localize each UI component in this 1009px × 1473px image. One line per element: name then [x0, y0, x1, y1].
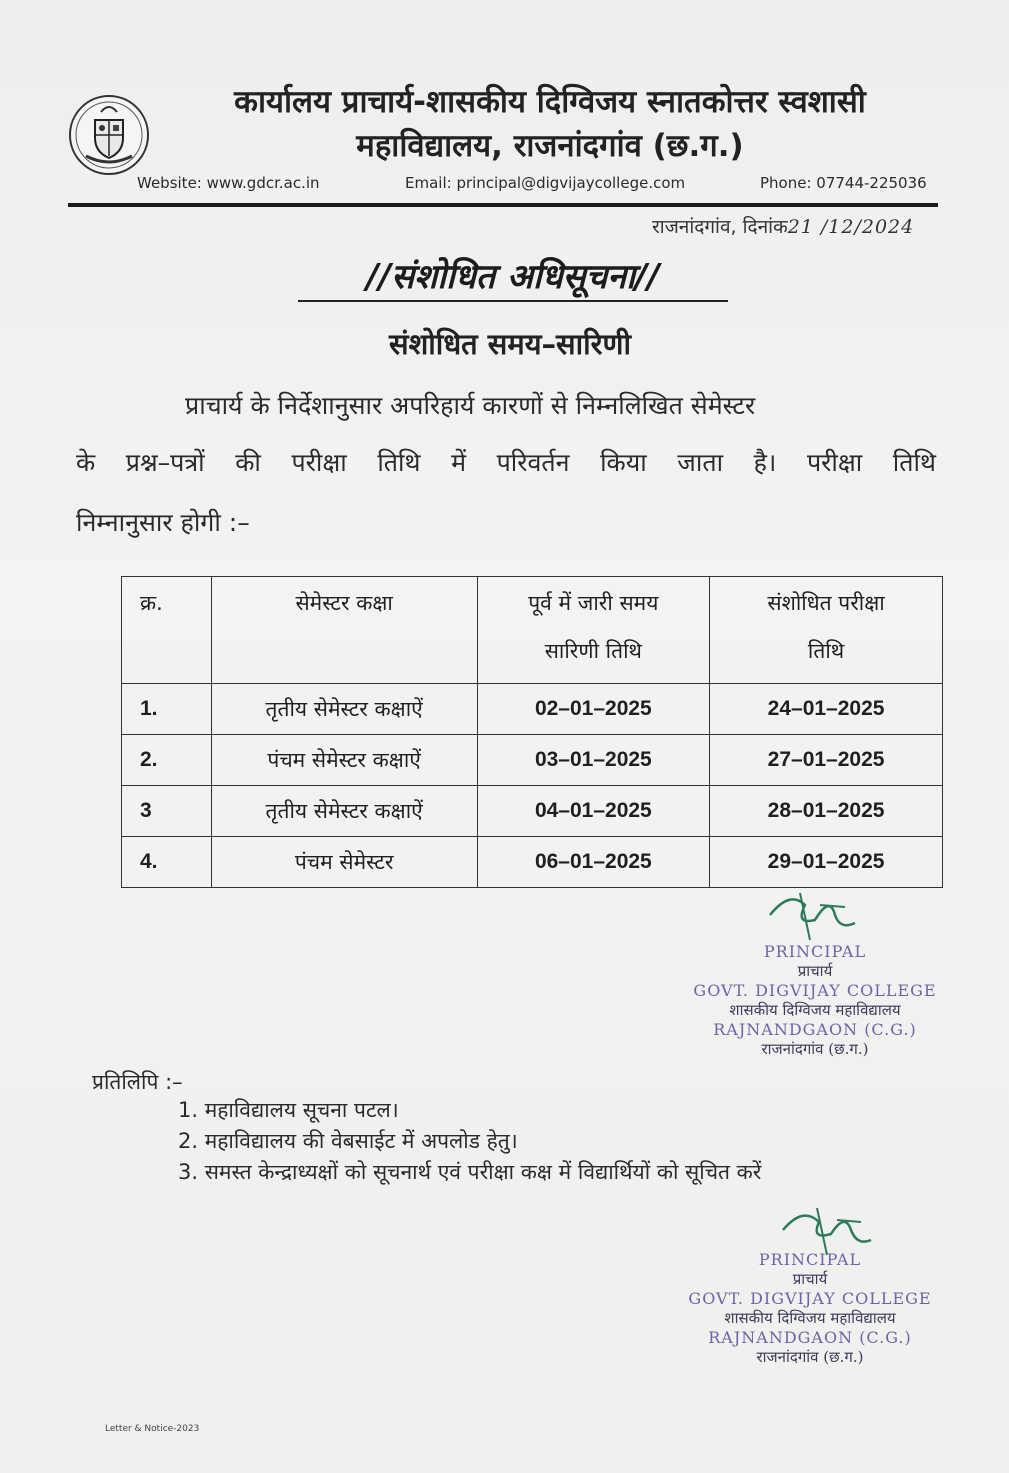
stamp-principal-hi: प्राचार्य [797, 962, 833, 980]
cell-old-date: 06–01–2025 [477, 837, 710, 888]
email-text: Email: principal@digvijaycollege.com [405, 174, 686, 192]
list-item: 2. महाविद्यालय की वेबसाईट में अपलोड हेतु। [178, 1129, 518, 1153]
header-class: सेमेस्टर कक्षा [211, 577, 477, 684]
stamp-city-hi: राजनांदगांव (छ.ग.) [761, 1040, 869, 1058]
stamp-college-hi: शासकीय दिग्विजय महाविद्यालय [724, 1309, 896, 1327]
header-new-date-line1: संशोधित परीक्षा [767, 591, 885, 615]
cell-new-date: 27–01–2025 [710, 735, 943, 786]
body-paragraph-line1: प्राचार्य के निर्देशानुसार अपरिहार्य कारणों से निम्नलिखित सेमेस्टर [185, 391, 756, 420]
website-text: Website: www.gdcr.ac.in [137, 174, 320, 192]
phone-text: Phone: 07744-225036 [760, 174, 927, 192]
stamp-city-en: RAJNANDGAON (C.G.) [708, 1328, 912, 1347]
letterhead-title-line2: महाविद्यालय, राजनांदगांव (छ.ग.) [356, 128, 744, 164]
copy-to-list [178, 1095, 761, 1188]
cell-old-date: 02–01–2025 [477, 684, 710, 735]
cell-old-date: 03–01–2025 [477, 735, 710, 786]
stamp-city-en: RAJNANDGAON (C.G.) [713, 1020, 917, 1039]
table-row [122, 735, 943, 786]
handwritten-date: 21 /12/2024 [787, 216, 915, 238]
college-emblem-icon [68, 94, 150, 176]
dateline [652, 213, 914, 239]
table-row [122, 684, 943, 735]
cell-serial: 4. [122, 837, 212, 888]
body-paragraph-line3: निम्नानुसार होगी :– [76, 508, 250, 537]
dateline-prefix: राजनांदगांव, दिनांक [652, 216, 788, 238]
cell-class: तृतीय सेमेस्टर कक्षाऐं [211, 684, 477, 735]
table-header-row [122, 577, 943, 684]
principal-signature-icon [760, 885, 860, 945]
stamp-city-hi: राजनांदगांव (छ.ग.) [756, 1348, 864, 1366]
letterhead-divider [68, 203, 938, 207]
cell-old-date: 04–01–2025 [477, 786, 710, 837]
header-new-date [710, 577, 943, 684]
notice-subtitle: संशोधित समय–सारिणी [388, 327, 632, 361]
table-row [122, 786, 943, 837]
cell-serial: 2. [122, 735, 212, 786]
cell-class: पंचम सेमेस्टर कक्षाऐं [211, 735, 477, 786]
copy-to-label: प्रतिलिपि :– [92, 1070, 183, 1094]
notice-title: //संशोधित अधिसूचना// [298, 252, 728, 302]
header-old-date [477, 577, 710, 684]
header-serial: क्र. [122, 577, 212, 684]
cell-serial: 1. [122, 684, 212, 735]
stamp-principal-en: PRINCIPAL [763, 942, 867, 961]
stamp-college-en: GOVT. DIGVIJAY COLLEGE [693, 981, 937, 1000]
cell-new-date: 28–01–2025 [710, 786, 943, 837]
principal-stamp [675, 942, 955, 1059]
stamp-principal-en: PRINCIPAL [758, 1250, 862, 1269]
stamp-college-hi: शासकीय दिग्विजय महाविद्यालय [729, 1001, 901, 1019]
stamp-college-en: GOVT. DIGVIJAY COLLEGE [688, 1289, 932, 1308]
schedule-table [121, 576, 943, 888]
letterhead-title-line1: कार्यालय प्राचार्य-शासकीय दिग्विजय स्नातकोत्तर स्वशासी [234, 84, 866, 120]
form-identifier: Letter & Notice-2023 [105, 1424, 200, 1434]
list-item: 3. समस्त केन्द्राध्यक्षों को सूचनार्थ एवं परीक्षा कक्ष में विद्यार्थियों को सूचित करें [178, 1160, 762, 1184]
header-old-date-line2: सारिणी तिथि [544, 639, 642, 663]
cell-class: तृतीय सेमेस्टर कक्षाऐं [211, 786, 477, 837]
table-row [122, 837, 943, 888]
header-new-date-line2: तिथि [807, 639, 845, 663]
body-paragraph-line2: के प्रश्न–पत्रों की परीक्षा तिथि में परिवर्तन किया जाता है। परीक्षा तिथि [76, 448, 936, 477]
header-old-date-line1: पूर्व में जारी समय [528, 591, 659, 615]
list-item: 1. महाविद्यालय सूचना पटल। [178, 1098, 399, 1122]
cell-serial: 3 [122, 786, 212, 837]
stamp-principal-hi: प्राचार्य [792, 1270, 828, 1288]
principal-stamp-copy [660, 1250, 960, 1367]
cell-class: पंचम सेमेस्टर [211, 837, 477, 888]
cell-new-date: 24–01–2025 [710, 684, 943, 735]
letterhead-title [160, 80, 940, 168]
cell-new-date: 29–01–2025 [710, 837, 943, 888]
